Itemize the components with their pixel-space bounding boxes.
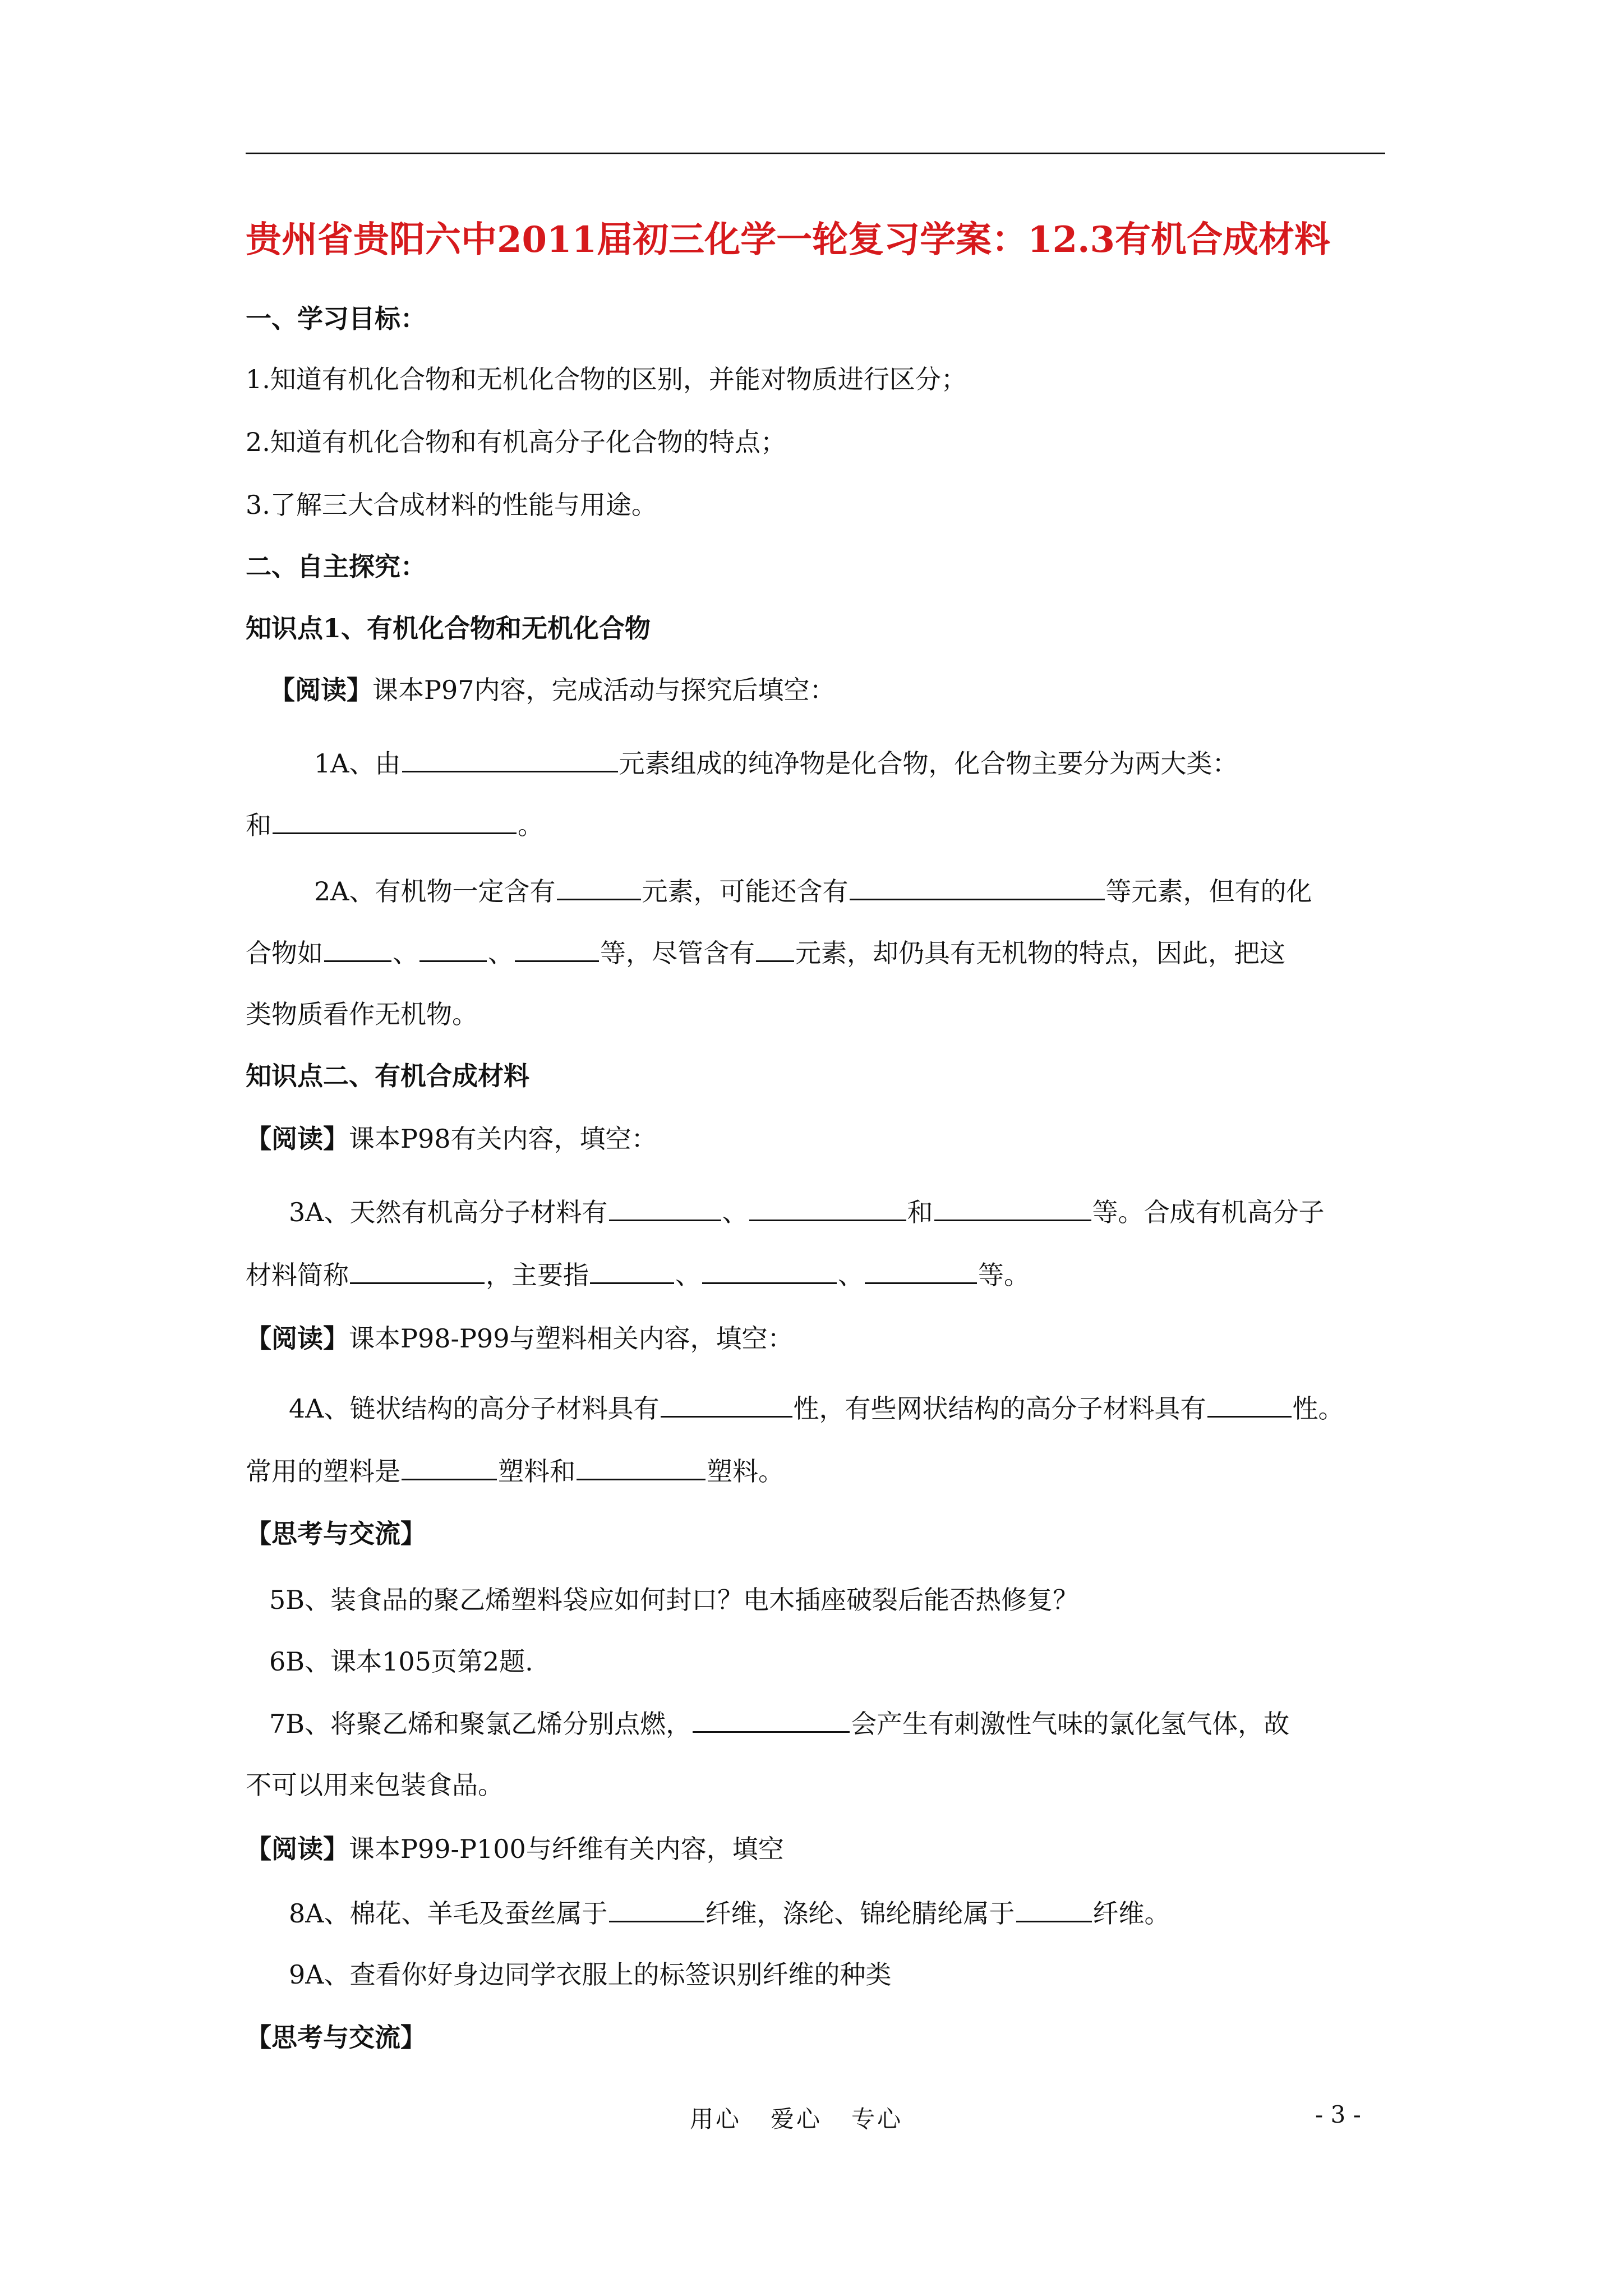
- question-1-line-1: [314, 740, 1238, 786]
- question-text: 。: [518, 810, 543, 840]
- question-text: 塑料。: [707, 1456, 784, 1487]
- reading-instruction-1: [269, 668, 835, 712]
- question-text: 等。: [978, 1260, 1030, 1290]
- goal-item-1: 1.知道有机化合物和无机化合物的区别，并能对物质进行区分；: [246, 364, 967, 394]
- reading-tag: 【阅读】: [246, 1124, 349, 1154]
- fill-blank[interactable]: [934, 1189, 1091, 1221]
- question-7-line-1: [269, 1701, 1289, 1746]
- reading-instruction-4: [246, 1826, 784, 1871]
- question-text: 、: [838, 1260, 864, 1290]
- fill-blank[interactable]: [515, 930, 599, 962]
- question-4-line-1: [289, 1386, 1344, 1431]
- fill-blank[interactable]: [577, 1448, 706, 1480]
- fill-blank[interactable]: [324, 930, 391, 962]
- document-title: 贵州省贵阳六中2011届初三化学一轮复习学案：12.3有机合成材料: [246, 219, 1330, 261]
- question-text: 会产生有刺激性气味的氯化氢气体，故: [851, 1709, 1290, 1739]
- question-text: 和: [907, 1197, 933, 1227]
- question-text: 3A、天然有机高分子材料有: [289, 1197, 608, 1227]
- question-7-line-2: 不可以用来包装食品。: [246, 1770, 504, 1800]
- section-heading-goals: 一、学习目标：: [246, 303, 426, 334]
- fill-blank[interactable]: [590, 1252, 674, 1284]
- question-3-line-2: [246, 1252, 1030, 1297]
- question-9: 9A、查看你好身边同学衣服上的标签识别纤维的种类: [289, 1959, 892, 1990]
- fill-blank[interactable]: [402, 740, 618, 772]
- fill-blank[interactable]: [419, 930, 487, 962]
- question-text: 等元素，但有的化: [1105, 876, 1312, 907]
- question-text: 性，有些网状结构的高分子材料具有: [793, 1393, 1206, 1424]
- question-text: 塑料和: [498, 1456, 575, 1487]
- question-text: 材料简称: [246, 1260, 349, 1290]
- question-text: 纤维，涤纶、锦纶腈纶属于: [705, 1898, 1015, 1929]
- fill-blank[interactable]: [693, 1701, 850, 1733]
- reading-tag: 【阅读】: [246, 1834, 349, 1864]
- question-text: 等，尽管含有: [600, 938, 755, 968]
- page-footer-motto: 用心 爱心 专心: [690, 2105, 903, 2133]
- reading-instruction-2: [246, 1116, 657, 1161]
- section-heading-explore: 二、自主探究：: [246, 551, 426, 582]
- fill-blank[interactable]: [609, 1189, 721, 1221]
- question-text: ，主要指: [486, 1260, 589, 1290]
- question-text: 、: [393, 938, 418, 968]
- question-1-line-2: [246, 802, 543, 848]
- think-exchange-heading-1: 【思考与交流】: [246, 1519, 426, 1549]
- fill-blank[interactable]: [402, 1448, 497, 1480]
- question-5: 5B、装食品的聚乙烯塑料袋应如何封口？电木插座破裂后能否热修复？: [269, 1585, 1079, 1615]
- page-number: - 3 -: [1315, 2101, 1361, 2128]
- fill-blank[interactable]: [1207, 1386, 1292, 1418]
- fill-blank[interactable]: [749, 1189, 906, 1221]
- question-2-line-1: [314, 868, 1312, 914]
- fill-blank[interactable]: [661, 1386, 792, 1418]
- knowledge-point-1-heading: 知识点1、有机化合物和无机化合物: [246, 613, 651, 643]
- fill-blank[interactable]: [850, 868, 1105, 900]
- question-8: [289, 1890, 1170, 1936]
- fill-blank[interactable]: [273, 802, 517, 834]
- question-text: 7B、将聚乙烯和聚氯乙烯分别点燃，: [269, 1709, 692, 1739]
- reading-text: 课本P99-P100与纤维有关内容，填空: [349, 1834, 784, 1864]
- goal-item-2: 2.知道有机化合物和有机高分子化合物的特点；: [246, 427, 786, 457]
- question-text: 常用的塑料是: [246, 1456, 400, 1487]
- question-3-line-1: [289, 1189, 1325, 1235]
- reading-text: 课本P98-P99与塑料相关内容，填空：: [349, 1323, 794, 1354]
- goal-item-3: 3.了解三大合成材料的性能与用途。: [246, 490, 657, 520]
- question-text: 2A、有机物一定含有: [314, 876, 556, 907]
- question-text: 、: [675, 1260, 701, 1290]
- reading-text: 课本P98有关内容，填空：: [349, 1124, 657, 1154]
- fill-blank[interactable]: [1016, 1890, 1092, 1922]
- fill-blank[interactable]: [865, 1252, 977, 1284]
- question-text: 纤维。: [1092, 1898, 1170, 1929]
- question-4-line-2: [246, 1448, 784, 1494]
- question-text: 等。合成有机高分子: [1092, 1197, 1325, 1227]
- question-text: 元素组成的纯净物是化合物，化合物主要分为两大类：: [619, 748, 1238, 779]
- reading-instruction-3: [246, 1316, 794, 1361]
- reading-text: 课本P97内容，完成活动与探究后填空：: [372, 675, 836, 705]
- reading-tag: 【阅读】: [246, 1323, 349, 1354]
- question-2-line-2: [246, 930, 1285, 976]
- think-exchange-heading-2: 【思考与交流】: [246, 2022, 426, 2053]
- fill-blank[interactable]: [609, 1890, 704, 1922]
- question-2-line-3: 类物质看作无机物。: [246, 999, 478, 1029]
- question-text: 1A、由: [314, 748, 401, 779]
- question-text: 元素，可能还含有: [642, 876, 849, 907]
- question-text: 合物如: [246, 938, 323, 968]
- question-6: 6B、课本105页第2题.: [269, 1646, 533, 1677]
- fill-blank[interactable]: [350, 1252, 485, 1284]
- question-text: 和: [246, 810, 271, 840]
- fill-blank[interactable]: [702, 1252, 837, 1284]
- question-text: 性。: [1292, 1393, 1344, 1424]
- fill-blank[interactable]: [557, 868, 641, 900]
- question-text: 8A、棉花、羊毛及蚕丝属于: [289, 1898, 608, 1929]
- header-rule: [246, 153, 1385, 154]
- question-text: 、: [488, 938, 514, 968]
- question-text: 、: [722, 1197, 748, 1227]
- question-text: 元素，却仍具有无机物的特点，因此，把这: [795, 938, 1285, 968]
- knowledge-point-2-heading: 知识点二、有机合成材料: [246, 1061, 529, 1091]
- fill-blank[interactable]: [756, 930, 794, 962]
- question-text: 4A、链状结构的高分子材料具有: [289, 1393, 660, 1424]
- reading-tag: 【阅读】: [269, 675, 372, 705]
